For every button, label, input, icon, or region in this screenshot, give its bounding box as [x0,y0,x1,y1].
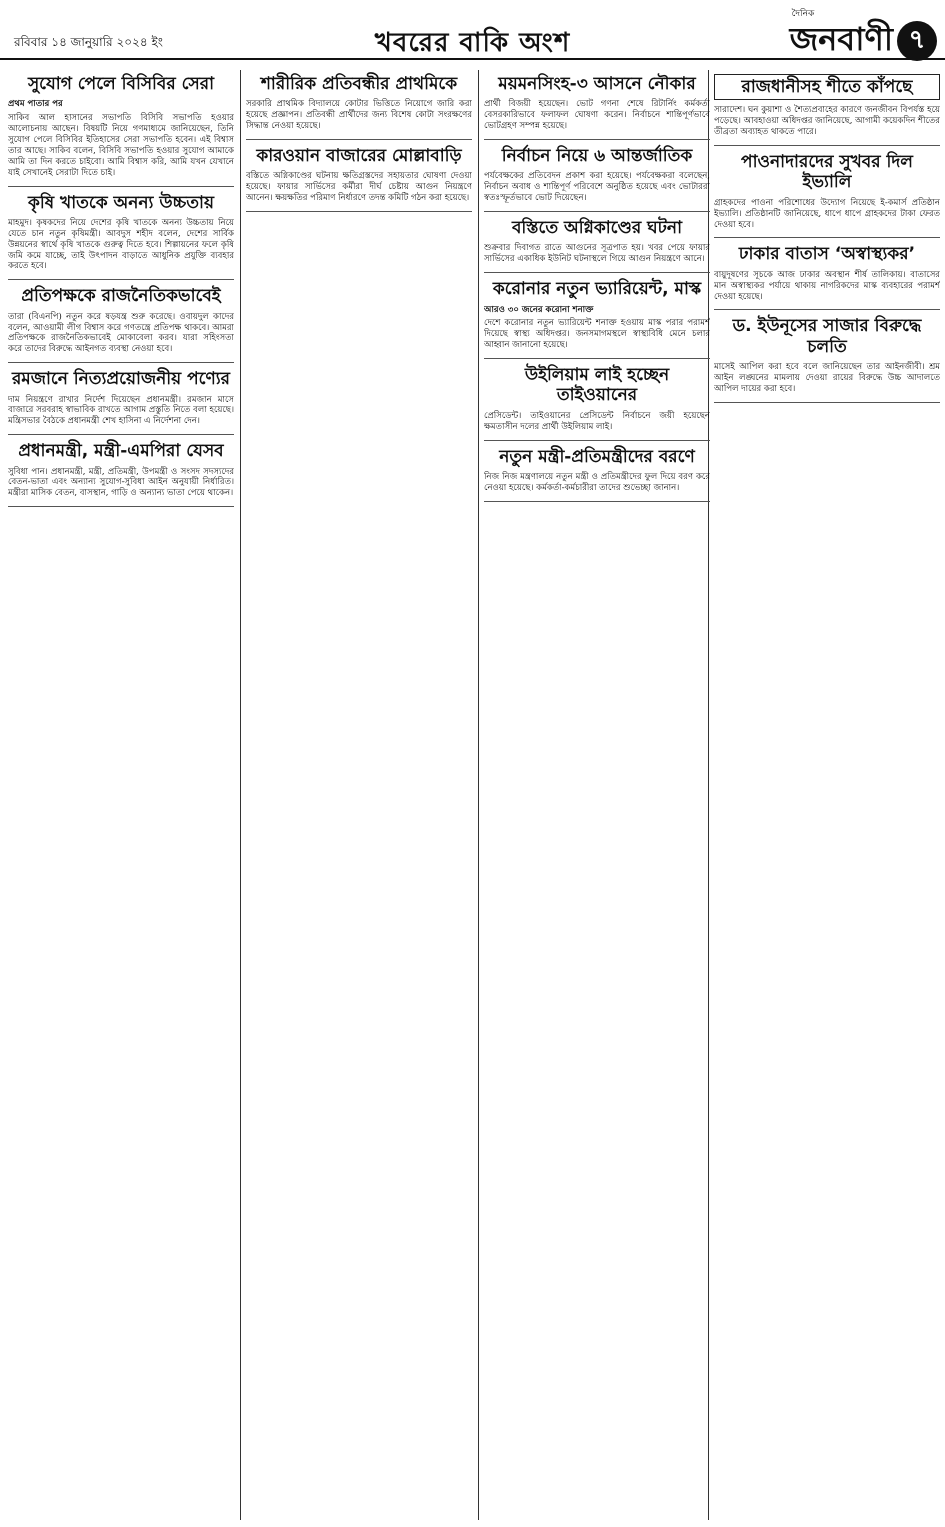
section-title: খবরের বাকি অংশ [374,28,571,58]
article-disabled-quota [246,74,472,140]
article-body: গ্রাহকদের পাওনা পরিশোধের উদ্যোগ নিয়েছে ই-কমার্স প্রতিষ্ঠান ইভ্যালি। প্রতিষ্ঠানটি জানিয়েছে, ধাপে ধাপে গ্রাহকদের টাকা ফেরত দেওয়া হবে। [714,197,940,230]
article-ministers [8,441,234,507]
column-1 [8,70,234,1520]
article-body: পর্যবেক্ষকের প্রতিবেদন প্রকাশ করা হয়েছে। পর্যবেক্ষকরা বলেছেন, নির্বাচন অবাধ ও শান্তিপূর্ণ পরিবেশে অনুষ্ঠিত হয়েছে এবং ভোটাররা স্বতঃস্ফূর্তভাবে ভোট দিয়েছেন। [484,171,710,204]
article-dhaka-air [714,244,940,310]
article-body: মাহমুদ। কৃষকদের নিয়ে দেশের কৃষি খাতকে অনন্য উচ্চতায় নিয়ে যেতে চান নতুন কৃষিমন্ত্রী। আবদুস শহীদ বলেন, দেশের সার্বিক উন্নয়নের স্বার্থে কৃষি খাতকে গুরুত্ব দিতে হবে। শিল্পায়নের ফলে কৃষি জমি কমে যাচ্ছে, তাই উৎপাদন বাড়াতে আধুনিক প্রযুক্তি ব্যবহার করতে হবে। [8,217,234,272]
page-number: ৭ [897,21,937,61]
headline: রাজধানীসহ শীতে কাঁপছে [714,74,940,100]
article-body: প্রার্থী বিজয়ী হয়েছেন। ভোট গণনা শেষে রিটার্নিং কর্মকর্তা বেসরকারিভাবে ফলাফল ঘোষণা করেন। নির্বাচনে শান্তিপূর্ণভাবে ভোটগ্রহণ সম্পন্ন হয়েছে। [484,99,710,132]
article-body: মাসেই আপিল করা হবে বলে জানিয়েছেন তার আইনজীবী। শ্রম আইন লঙ্ঘনের মামলায় দেওয়া রায়ের বিরুদ্ধে উচ্চ আদালতে আপিল দায়ের করা হবে। [714,362,940,394]
article-taiwan [484,365,710,441]
article-body: শুক্রবার দিবাগত রাতে আগুনের সূত্রপাত হয়। খবর পেয়ে ফায়ার সার্ভিসের একাধিক ইউনিট ঘটনাস্থলে গিয়ে আগুন নিয়ন্ত্রণে আনে। [484,243,710,265]
logo-text: জনবাণী [789,20,893,58]
headline: সুযোগ পেলে বিসিবির সেরা [27,74,215,94]
column-4 [714,70,940,1520]
article-body: বায়ুদূষণের সূচকে আজ ঢাকার অবস্থান শীর্ষ তালিকায়। বাতাসের মান অস্বাস্থ্যকর পর্যায়ে থাকায় নাগরিকদের মাস্ক ব্যবহারের পরামর্শ দেওয়া হয়েছে। [714,269,940,302]
headline: রমজানে নিত্যপ্রয়োজনীয় পণ্যের [11,369,231,390]
headline: শারীরিক প্রতিবন্ধীর প্রাথমিকে [260,74,458,94]
column-3 [484,70,710,1520]
headline: ঢাকার বাতাস ‘অস্বাস্থ্যকর’ [738,244,916,265]
article-cold-wave [714,74,940,146]
headline: প্রতিপক্ষকে রাজনৈতিকভাবেই [21,286,221,307]
headline: পাওনাদারদের সুখবর দিল ইভ্যালি [741,152,913,193]
article-body: তারা (বিএনপি) নতুন করে ষড়যন্ত্র শুরু করেছে। ওবায়দুল কাদের বলেন, আওয়ামী লীগ বিশ্বাস করে গণতন্ত্রে প্রতিপক্ষ থাকবে। আমরা প্রতিপক্ষকে রাজনৈতিকভাবেই মোকাবেলা করব। যারা সহিংসতা করে তাদের বিরুদ্ধে আইনগত ব্যবস্থা নেওয়া হবে। [8,311,234,355]
article-body: সরকারি প্রাথমিক বিদ্যালয়ে কোটার ভিত্তিতে নিয়োগে জারি করা হয়েছে প্রজ্ঞাপন। প্রতিবন্ধী প্রার্থীদের জন্য বিশেষ কোটা সংরক্ষণের সিদ্ধান্ত নেওয়া হয়েছে। [246,99,472,132]
article-body: বস্তিতে অগ্নিকাণ্ডের ঘটনায় ক্ষতিগ্রস্তদের সহায়তার ঘোষণা দেওয়া হয়েছে। ফায়ার সার্ভিসের কর্মীরা দীর্ঘ চেষ্টায় আগুন নিয়ন্ত্রণে আনেন। ক্ষয়ক্ষতির পরিমাণ নির্ধারণে তদন্ত কমিটি গঠন করা হয়েছে। [246,171,472,204]
headline: নতুন মন্ত্রী-প্রতিমন্ত্রীদের বরণে [499,446,695,467]
column-divider [478,70,479,1520]
article-body: সাকিব আল হাসানের সভাপতি বিসিবি সভাপতি হওয়ার আলোচনায় আছেন। বিষয়টি নিয়ে গণমাধ্যমে জানিয়েছেন, তিনি সুযোগ পেলে বিসিবির ইতিহাসের সেরা সভাপতি হবেন। এই বিশ্বাস তার আছে। সাকিব বলেন, বিসিবি সভাপতি হওয়ার সুযোগ আমাকে আমি তা দিন করতে চাইবো। আমি বিশ্বাস করি, আমি যখন যেখানে যাই সেখানেই সেরাটা দিতে চাই। [8,113,234,178]
article-ramadan [8,369,234,435]
article-observers [484,146,710,212]
article-mymensingh [484,74,710,140]
article-subhead: আরও ৩০ জনের করোনা শনাক্ত [484,304,594,315]
article-evaly [714,152,940,238]
article-body: সারাদেশ। ঘন কুয়াশা ও শৈত্যপ্রবাহের কারণে জনজীবন বিপর্যস্ত হয়ে পড়েছে। আবহাওয়া অধিদপ্তর জানিয়েছে, আগামী কয়েকদিন শীতের তীব্রতা অব্যাহত থাকতে পারে। [714,105,940,138]
article-slum-fire [484,218,710,273]
article-new-ministers [484,447,710,502]
article-body: দেশে করোনার নতুন ভ্যারিয়েন্ট শনাক্ত হওয়ায় মাস্ক পরার পরামর্শ দিয়েছে স্বাস্থ্য অধিদপ্তর। জনসমাগমস্থলে স্বাস্থ্যবিধি মেনে চলার আহ্বান জানানো হয়েছে। [484,318,710,351]
article-covid [484,279,710,359]
article-body: প্রেসিডেন্ট। তাইওয়ানের প্রেসিডেন্ট নির্বাচনে জয়ী হয়েছেন ক্ষমতাসীন দলের প্রার্থী উইলিয়াম লাই। [484,410,710,432]
headline: কৃষি খাতকে অনন্য উচ্চতায় [28,192,214,213]
column-2 [246,70,472,1520]
headline: করোনার নতুন ভ্যারিয়েন্ট, মাস্ক [492,279,702,300]
article-opposition [8,286,234,363]
headline: বস্তিতে অগ্নিকাণ্ডের ঘটনা [511,218,683,239]
article-bcb [8,74,234,187]
article-body: দাম নিয়ন্ত্রণে রাখার নির্দেশ দিয়েছেন প্রধানমন্ত্রী। রমজান মাসে বাজারে সরবরাহ স্বাভাবিক রাখতে আগাম প্রস্তুতি নিতে বলা হয়েছে। মন্ত্রিসভার বৈঠকে প্রধানমন্ত্রী শেখ হাসিনা এ নির্দেশনা দেন। [8,394,234,427]
article-karwan-bazar [246,146,472,212]
column-divider [240,70,241,1520]
article-body: নিজ নিজ মন্ত্রণালয়ে নতুন মন্ত্রী ও প্রতিমন্ত্রীদের ফুল দিয়ে বরণ করে নেওয়া হয়েছে। কর্মকর্তা-কর্মচারীরা তাদের শুভেচ্ছা জানান। [484,471,710,493]
article-yunus [714,316,940,402]
page-header [0,0,945,60]
headline: উইলিয়াম লাই হচ্ছেন তাইওয়ানের [524,365,670,406]
headline: প্রধানমন্ত্রী, মন্ত্রী-এমপিরা যেসব [18,441,224,462]
logo-prefix: দৈনিক [791,9,815,19]
article-lead: প্রথম পাতার পর [8,99,63,110]
article-body: সুবিধা পান। প্রধানমন্ত্রী, মন্ত্রী, প্রতিমন্ত্রী, উপমন্ত্রী ও সংসদ সদস্যদের বেতন-ভাতা এবং অন্যান্য সুযোগ-সুবিধা আইন অনুযায়ী নির্ধারিত। মন্ত্রীরা মাসিক বেতন, বাসস্থান, গাড়ি ও অন্যান্য ভাতা পেয়ে থাকেন। [8,466,234,499]
masthead-logo [790,6,937,68]
issue-date: রবিবার ১৪ জানুয়ারি ২০২৪ ইং [14,35,163,49]
headline: কারওয়ান বাজারের মোল্লাবাড়ি [256,146,462,167]
headline: নির্বাচন নিয়ে ৬ আন্তর্জাতিক [501,146,693,167]
headline: ড. ইউনূসের সাজার বিরুদ্ধে চলতি [732,316,922,357]
headline: ময়মনসিংহ-৩ আসনে নৌকার [498,74,696,94]
article-agriculture [8,193,234,281]
